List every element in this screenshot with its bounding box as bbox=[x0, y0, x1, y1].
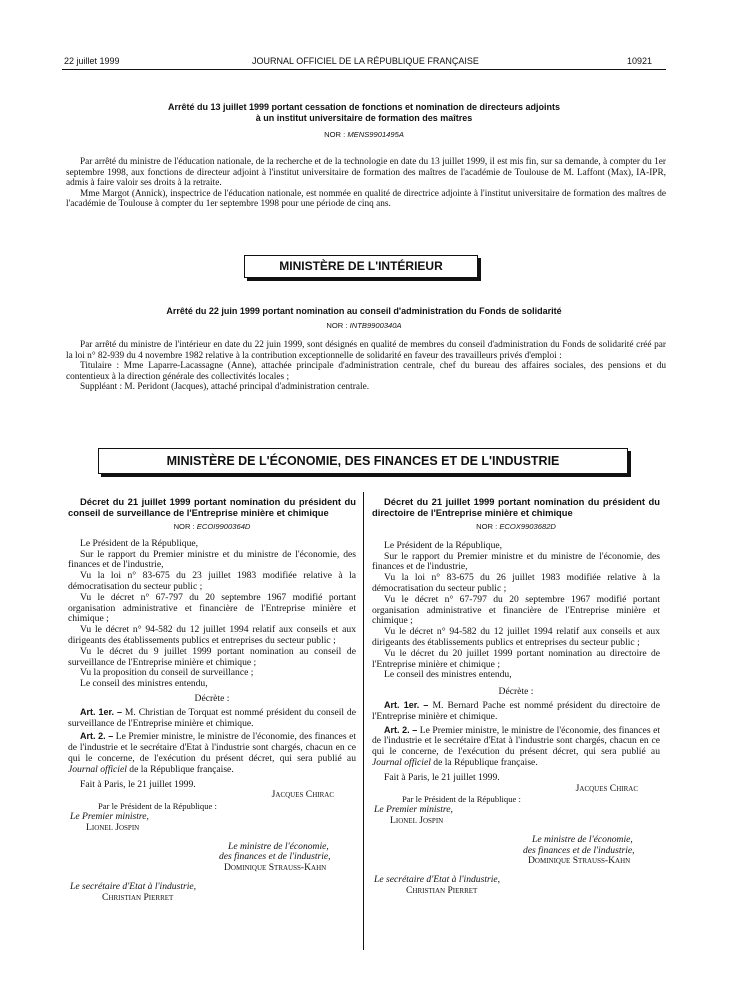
minister-role-1: Le ministre de l'économie, bbox=[228, 840, 329, 852]
arrete-2-para2: Titulaire : Mme Laparre-Lacassagne (Anne), attachée principale d'administration centrale, chef du bureau des affaires sociales, des pensions et du contentieux à la direction générale des collectivités locales ; bbox=[66, 361, 666, 382]
nor-label: NOR : bbox=[326, 321, 348, 330]
nor-code: MENS9901495A bbox=[347, 130, 404, 139]
decret-right-p4: Vu le décret n° 67-797 du 20 septembre 1967 modifié portant organisation administrative et financière de l'Entreprise minière et chimique ; bbox=[372, 593, 660, 627]
secretary-role: Le secrétaire d'Etat à l'industrie, bbox=[374, 874, 501, 886]
nor-code: INTB9900340A bbox=[349, 321, 402, 330]
pm-signature: Lionel Jospin bbox=[86, 821, 140, 833]
decret-right-p7: Le conseil des ministres entendu, bbox=[384, 669, 512, 681]
art2-text-b: de la République française. bbox=[129, 763, 234, 775]
art2-label: Art. 2. – bbox=[384, 724, 418, 735]
pm-role: Le Premier ministre, bbox=[70, 810, 149, 822]
decret-right-p2: Sur le rapport du Premier ministre et du ministre de l'économie, des finances et de l'industrie, bbox=[372, 550, 660, 573]
decret-left-title: Décret du 21 juillet 1999 portant nomination du président du conseil de surveillance de l'Entreprise minière et chimique bbox=[68, 496, 356, 518]
decret-left-art2 bbox=[68, 731, 356, 775]
decret-right-art2 bbox=[372, 725, 660, 769]
par-le-president: Par le Président de la République : bbox=[98, 801, 217, 812]
signature-president: Jacques Chirac bbox=[271, 789, 334, 801]
decret-right-title: Décret du 21 juillet 1999 portant nomination du président du directoire de l'Entreprise minière et chimique bbox=[372, 496, 660, 518]
minister-role-2: des finances et de l'industrie, bbox=[219, 851, 331, 863]
art2-label: Art. 2. – bbox=[80, 731, 114, 742]
nor-2 bbox=[62, 321, 666, 330]
decret-left-p7: Vu la proposition du conseil de surveillance ; bbox=[80, 667, 254, 679]
decret-left-p4: Vu le décret n° 67-797 du 20 septembre 1967 modifié portant organisation administrative et financière de l'Entreprise minière et chimique ; bbox=[68, 591, 356, 625]
nor-label: NOR : bbox=[324, 130, 346, 139]
art1-text: M. Christian de Torquat est nommé président du conseil de surveillance de l'Entreprise minière et chimique. bbox=[68, 706, 356, 729]
art2-journal: Journal officiel bbox=[372, 756, 431, 768]
ministry-economy-heading: MINISTÈRE DE L'ÉCONOMIE, DES FINANCES ET DE L'INDUSTRIE bbox=[98, 448, 628, 474]
nor-code: ECOX9903682D bbox=[499, 522, 556, 531]
arrete-title-1 bbox=[62, 102, 666, 124]
arrete-title-1-line2: à un institut universitaire de formation des maîtres bbox=[255, 113, 473, 123]
decret-right-p3: Vu la loi n° 83-675 du 26 juillet 1983 modifiée relative à la démocratisation du secteur public ; bbox=[372, 572, 660, 594]
art1-text: M. Bernard Pache est nommé président du directoire de l'Entreprise minière et chimique. bbox=[372, 699, 660, 722]
secretary-signature: Christian Pierret bbox=[102, 891, 174, 903]
art1-label: Art. 1er. – bbox=[384, 699, 429, 710]
arrete-2-body bbox=[66, 340, 666, 393]
nor-1 bbox=[62, 130, 666, 139]
decret-left-p5: Vu le décret n° 94-582 du 12 juillet 1994 relatif aux conseils et aux dirigeants des établissements publics et entreprises du secteur public ; bbox=[68, 624, 356, 646]
minister-signature: Dominique Strauss-Kahn bbox=[528, 855, 631, 867]
decret-left-p6: Vu le décret du 9 juillet 1999 portant nomination au conseil de surveillance de l'Entreprise minière et chimique ; bbox=[68, 645, 356, 668]
arrete-title-1-line1: Arrêté du 13 juillet 1999 portant cessation de fonctions et nomination de directeurs adjoints bbox=[167, 102, 561, 112]
decret-right-p6: Vu le décret du 20 juillet 1999 portant nomination au directoire de l'Entreprise minière et chimique ; bbox=[372, 647, 660, 670]
header-date: 22 juillet 1999 bbox=[64, 56, 120, 66]
art2-text-a: Le Premier ministre, le ministre de l'économie, des finances et de l'industrie et le secrétaire d'Etat à l'industrie sont chargés, chacun en ce qui le concerne, de l'exécution du présent décret, qui sera publié au bbox=[68, 731, 356, 764]
art2-journal: Journal officiel bbox=[68, 763, 127, 775]
signature-president: Jacques Chirac bbox=[575, 782, 638, 794]
nor-code: ECOI9900364D bbox=[196, 522, 251, 531]
art2-text-b: de la République française. bbox=[433, 756, 538, 768]
decret-left-art1 bbox=[68, 707, 356, 730]
decret-right-done: Fait à Paris, le 21 juillet 1999. bbox=[384, 771, 500, 783]
decret-left bbox=[68, 497, 356, 904]
decret-left-p3: Vu la loi n° 83-675 du 23 juillet 1983 modifiée relative à la démocratisation du secteur public ; bbox=[68, 570, 356, 592]
pm-role: Le Premier ministre, bbox=[374, 804, 453, 816]
decret-left-done: Fait à Paris, le 21 juillet 1999. bbox=[80, 778, 196, 790]
minister-role-1: Le ministre de l'économie, bbox=[532, 833, 633, 845]
journal-title: JOURNAL OFFICIEL DE LA RÉPUBLIQUE FRANÇAISE bbox=[252, 56, 479, 66]
decret-right-p5: Vu le décret n° 94-582 du 12 juillet 1994 relatif aux conseils et aux dirigeants des établissements publics et entreprises du secteur public ; bbox=[372, 626, 660, 648]
decret-left-nor bbox=[68, 522, 356, 533]
nor-label: NOR : bbox=[173, 522, 195, 531]
decret-left-p8: Le conseil des ministres entendu, bbox=[80, 678, 208, 690]
par-le-president: Par le Président de la République : bbox=[402, 794, 521, 805]
decret-right-decrete: Décrète : bbox=[498, 686, 534, 698]
decret-right-nor bbox=[372, 522, 660, 533]
arrete-1-para1: Par arrêté du ministre de l'éducation nationale, de la recherche et de la technologie en date du 13 juillet 1999, il est mis fin, sur sa demande, à compter du 1er septembre 1998, aux fonctions de directeur adjoint à l'institut universitaire de formation des maîtres de l'académie de Toulouse de M. Laffont (Max), IA-IPR, admis à faire valoir ses droits à la retraite. bbox=[66, 157, 666, 189]
pm-signature: Lionel Jospin bbox=[390, 814, 444, 826]
column-divider bbox=[363, 492, 364, 950]
nor-label: NOR : bbox=[476, 522, 498, 531]
arrete-title-2: Arrêté du 22 juin 1999 portant nomination au conseil d'administration du Fonds de solidarité bbox=[166, 306, 562, 316]
minister-signature: Dominique Strauss-Kahn bbox=[224, 862, 327, 874]
secretary-role: Le secrétaire d'Etat à l'industrie, bbox=[70, 880, 197, 892]
arrete-1-para2: Mme Margot (Annick), inspectrice de l'éducation nationale, est nommée en qualité de directrice adjointe à l'institut universitaire de formation des maîtres de l'académie de Toulouse à compter du 1er septembre 1998 pour une période de cinq ans. bbox=[66, 188, 666, 210]
minister-role-2: des finances et de l'industrie, bbox=[523, 844, 635, 856]
decret-left-p1: Le Président de la République, bbox=[80, 537, 199, 549]
arrete-2-para3: Suppléant : M. Peridont (Jacques), attaché principal d'administration centrale. bbox=[80, 382, 370, 393]
header-rule bbox=[62, 69, 666, 70]
art2-text-a: Le Premier ministre, le ministre de l'économie, des finances et de l'industrie et le secrétaire d'Etat à l'industrie sont chargés, chacun en ce qui le concerne, de l'exécution du présent décret, qui sera publié au bbox=[372, 724, 660, 758]
art1-label: Art. 1er. – bbox=[80, 706, 122, 717]
arrete-1-body bbox=[66, 157, 666, 210]
secretary-signature: Christian Pierret bbox=[406, 884, 478, 896]
ministry-interior-heading: MINISTÈRE DE L'INTÉRIEUR bbox=[244, 255, 478, 278]
arrete-2-para1: Par arrêté du ministre de l'intérieur en date du 22 juin 1999, sont désignés en qualité de membres du conseil d'administration du Fonds de solidarité créé par la loi n° 82-939 du 4 novembre 1982 relative à la contribution exceptionnelle de solidarité en faveur des travailleurs privés d'emploi : bbox=[66, 340, 666, 361]
decret-right bbox=[372, 497, 660, 897]
decret-right-p1: Le Président de la République, bbox=[384, 539, 503, 551]
decret-right-art1 bbox=[372, 700, 660, 723]
decret-left-decrete: Décrète : bbox=[194, 692, 230, 704]
page-number: 10921 bbox=[627, 56, 653, 66]
decret-left-p2: Sur le rapport du Premier ministre et du ministre de l'économie, des finances et de l'industrie, bbox=[68, 548, 356, 571]
